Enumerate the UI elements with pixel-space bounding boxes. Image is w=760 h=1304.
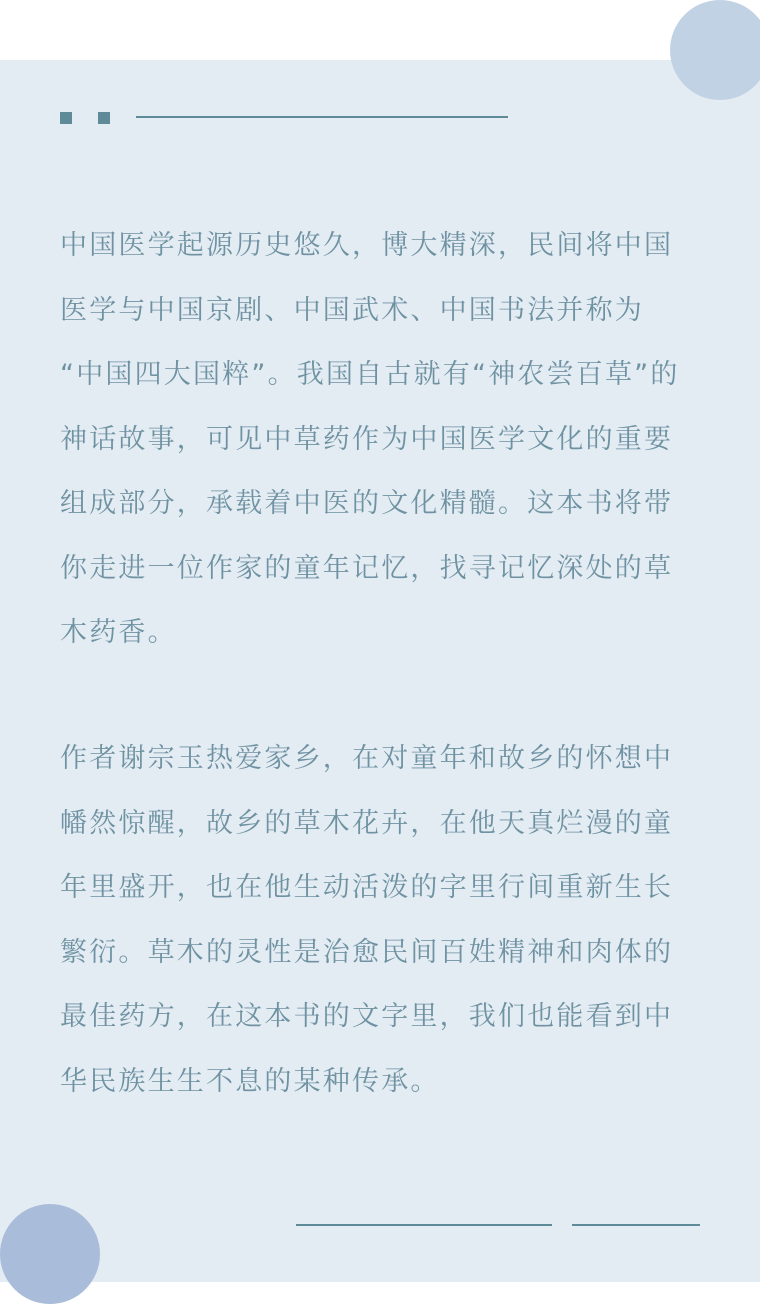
text-line: 医学与中国京剧、中国武术、中国书法并称为 — [60, 294, 644, 326]
text-line: 年里盛开，也在他生动活泼的字里行间重新生长 — [60, 872, 674, 903]
decorative-divider-bottom-short — [572, 1224, 700, 1226]
decorative-square-2 — [98, 112, 110, 124]
text-line: 作者谢宗玉热爱家乡，在对童年和故乡的怀想中 — [60, 743, 674, 774]
text-line: 木药香。 — [60, 617, 177, 648]
decorative-square-1 — [60, 112, 72, 124]
decorative-circle-bottom — [0, 1204, 100, 1304]
paragraph-intro — [60, 214, 710, 666]
text-line: “中国四大国粹”。我国自古就有“神农尝百草”的 — [60, 359, 680, 390]
text-line: 神话故事，可见中草药作为中国医学文化的重要 — [60, 423, 674, 455]
text-line: 幡然惊醒，故乡的草木花卉，在他天真烂漫的童 — [60, 807, 674, 839]
text-line: 你走进一位作家的童年记忆，找寻记忆深处的草 — [60, 552, 674, 584]
text-line: 最佳药方，在这本书的文字里，我们也能看到中 — [60, 1001, 674, 1032]
decorative-divider-bottom-long — [296, 1224, 552, 1226]
text-line: 繁衍。草木的灵性是治愈民间百姓精神和肉体的 — [60, 936, 674, 968]
text-line: 组成部分，承载着中医的文化精髓。这本书将带 — [60, 488, 674, 519]
decorative-divider-top — [136, 116, 508, 118]
decorative-circle-top — [670, 0, 760, 100]
text-line: 中国医学起源历史悠久，博大精深，民间将中国 — [60, 230, 674, 261]
text-line: 华民族生生不息的某种传承。 — [60, 1065, 440, 1097]
paragraph-author — [60, 727, 710, 1114]
